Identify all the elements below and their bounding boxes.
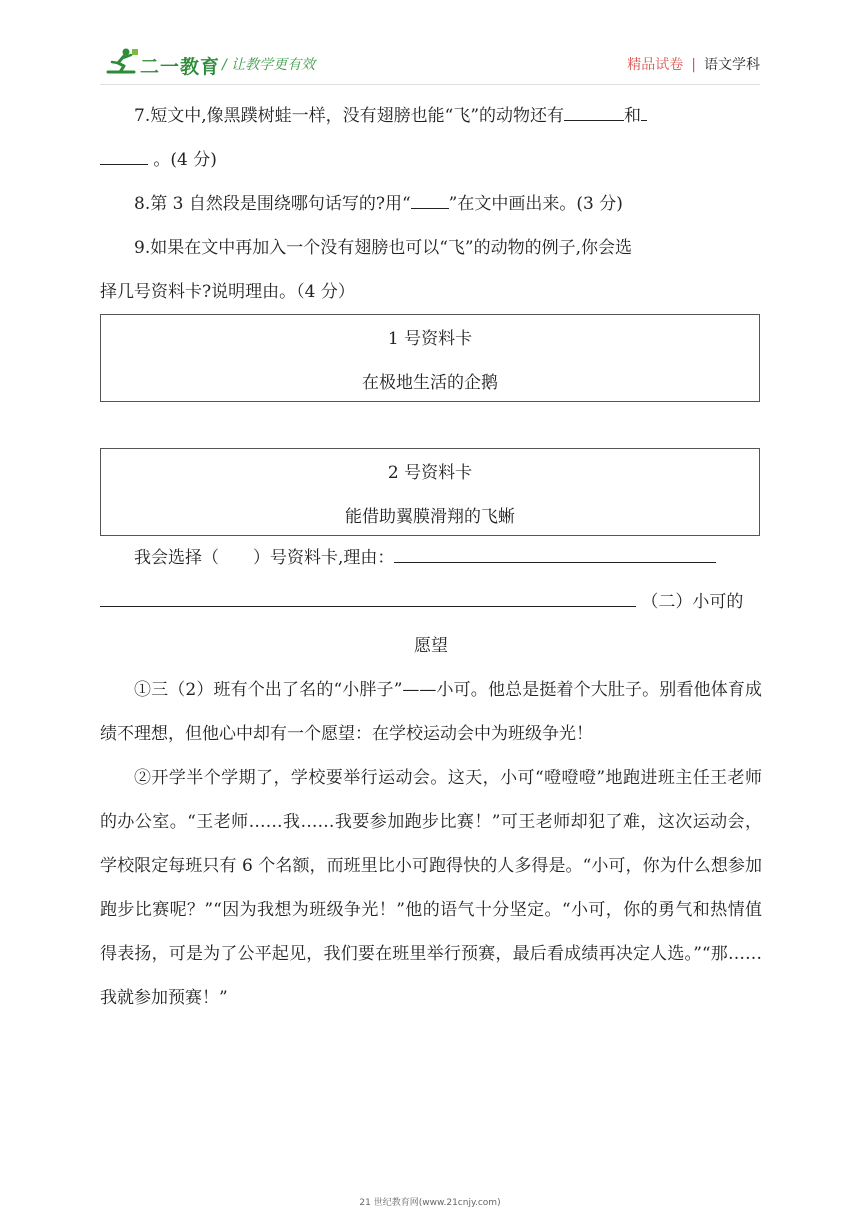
question-9 (100, 226, 762, 270)
q7-text: 7.短文中,像黑蹼树蛙一样，没有翅膀也能“飞”的动物还有 (134, 106, 565, 126)
card-title: 2 号资料卡 (387, 463, 473, 483)
brand-label: 精品试卷 (627, 57, 684, 73)
answer-blank (564, 98, 624, 121)
answer-blank (100, 142, 148, 165)
question-9-cont (100, 270, 762, 314)
q9-line2: 择几号资料卡?说明理由。（4 分） (100, 282, 355, 302)
card-content: 能借助翼膜滑翔的飞蜥 (345, 507, 515, 527)
info-card-2 (100, 448, 760, 536)
answer-blank (411, 186, 449, 209)
slogan: / 让教学更有效 (222, 57, 316, 73)
header-right (627, 54, 760, 74)
logo-text: 二一教育 (140, 56, 221, 78)
runner-logo-icon (104, 46, 140, 78)
q7-and: 和 (624, 106, 642, 126)
answer-blank (100, 584, 636, 607)
page-header (0, 0, 860, 90)
passage-paragraph-1: ①三（2）班有个出了名的“小胖子”——小可。他总是挺着个大肚子。别看他体育成绩不理想，但他心中却有一个愿望：在学校运动会中为班级争光！ (100, 680, 762, 744)
card-title: 1 号资料卡 (387, 329, 473, 349)
q7-score: 。(4 分) (153, 150, 217, 170)
section-heading-prefix: （二）小可的 (641, 592, 744, 612)
q9-line1: 9.如果在文中再加入一个没有翅膀也可以“飞”的动物的例子,你会选 (134, 238, 633, 258)
question-7 (100, 94, 762, 138)
answer-line (100, 536, 762, 580)
answer-line-2 (100, 580, 762, 624)
section-title: 愿望 (414, 636, 448, 656)
page-footer: 21 世纪教育网(www.21cnjy.com) (359, 1198, 501, 1208)
q8-prefix: 8.第 3 自然段是围绕哪句话写的?用“ (134, 194, 411, 214)
subject-label: 语文学科 (704, 57, 760, 73)
document-body (100, 94, 762, 1020)
q8-suffix: ”在文中画出来。(3 分) (448, 194, 623, 214)
answer-prefix: 我会选择（ ）号资料卡,理由： (134, 548, 395, 568)
info-card-1 (100, 314, 760, 402)
answer-blank (641, 98, 647, 121)
header-divider (100, 84, 760, 85)
answer-blank (394, 540, 716, 563)
question-7-cont (100, 138, 762, 182)
header-separator: | (691, 57, 696, 73)
card-content: 在极地生活的企鹅 (362, 373, 498, 393)
question-8 (100, 182, 762, 226)
passage-paragraph-2: ②开学半个学期了，学校要举行运动会。这天，小可“噔噔噔”地跑进班主任王老师的办公室。“王老师……我……我要参加跑步比赛！”可王老师却犯了难，这次运动会，学校限定每班只有 6 个名额，而班里比小可跑得快的人多得是。“小可，你为什么想参加跑步比赛呢？”“因为我想为班级争光！”他的语气十分坚定。“小可，你的勇气和热情值得表扬，可是为了公平起见，我们要在班里举行预赛，最后看成绩再决定人选。”“那……我就参加预赛！” (100, 768, 762, 1008)
